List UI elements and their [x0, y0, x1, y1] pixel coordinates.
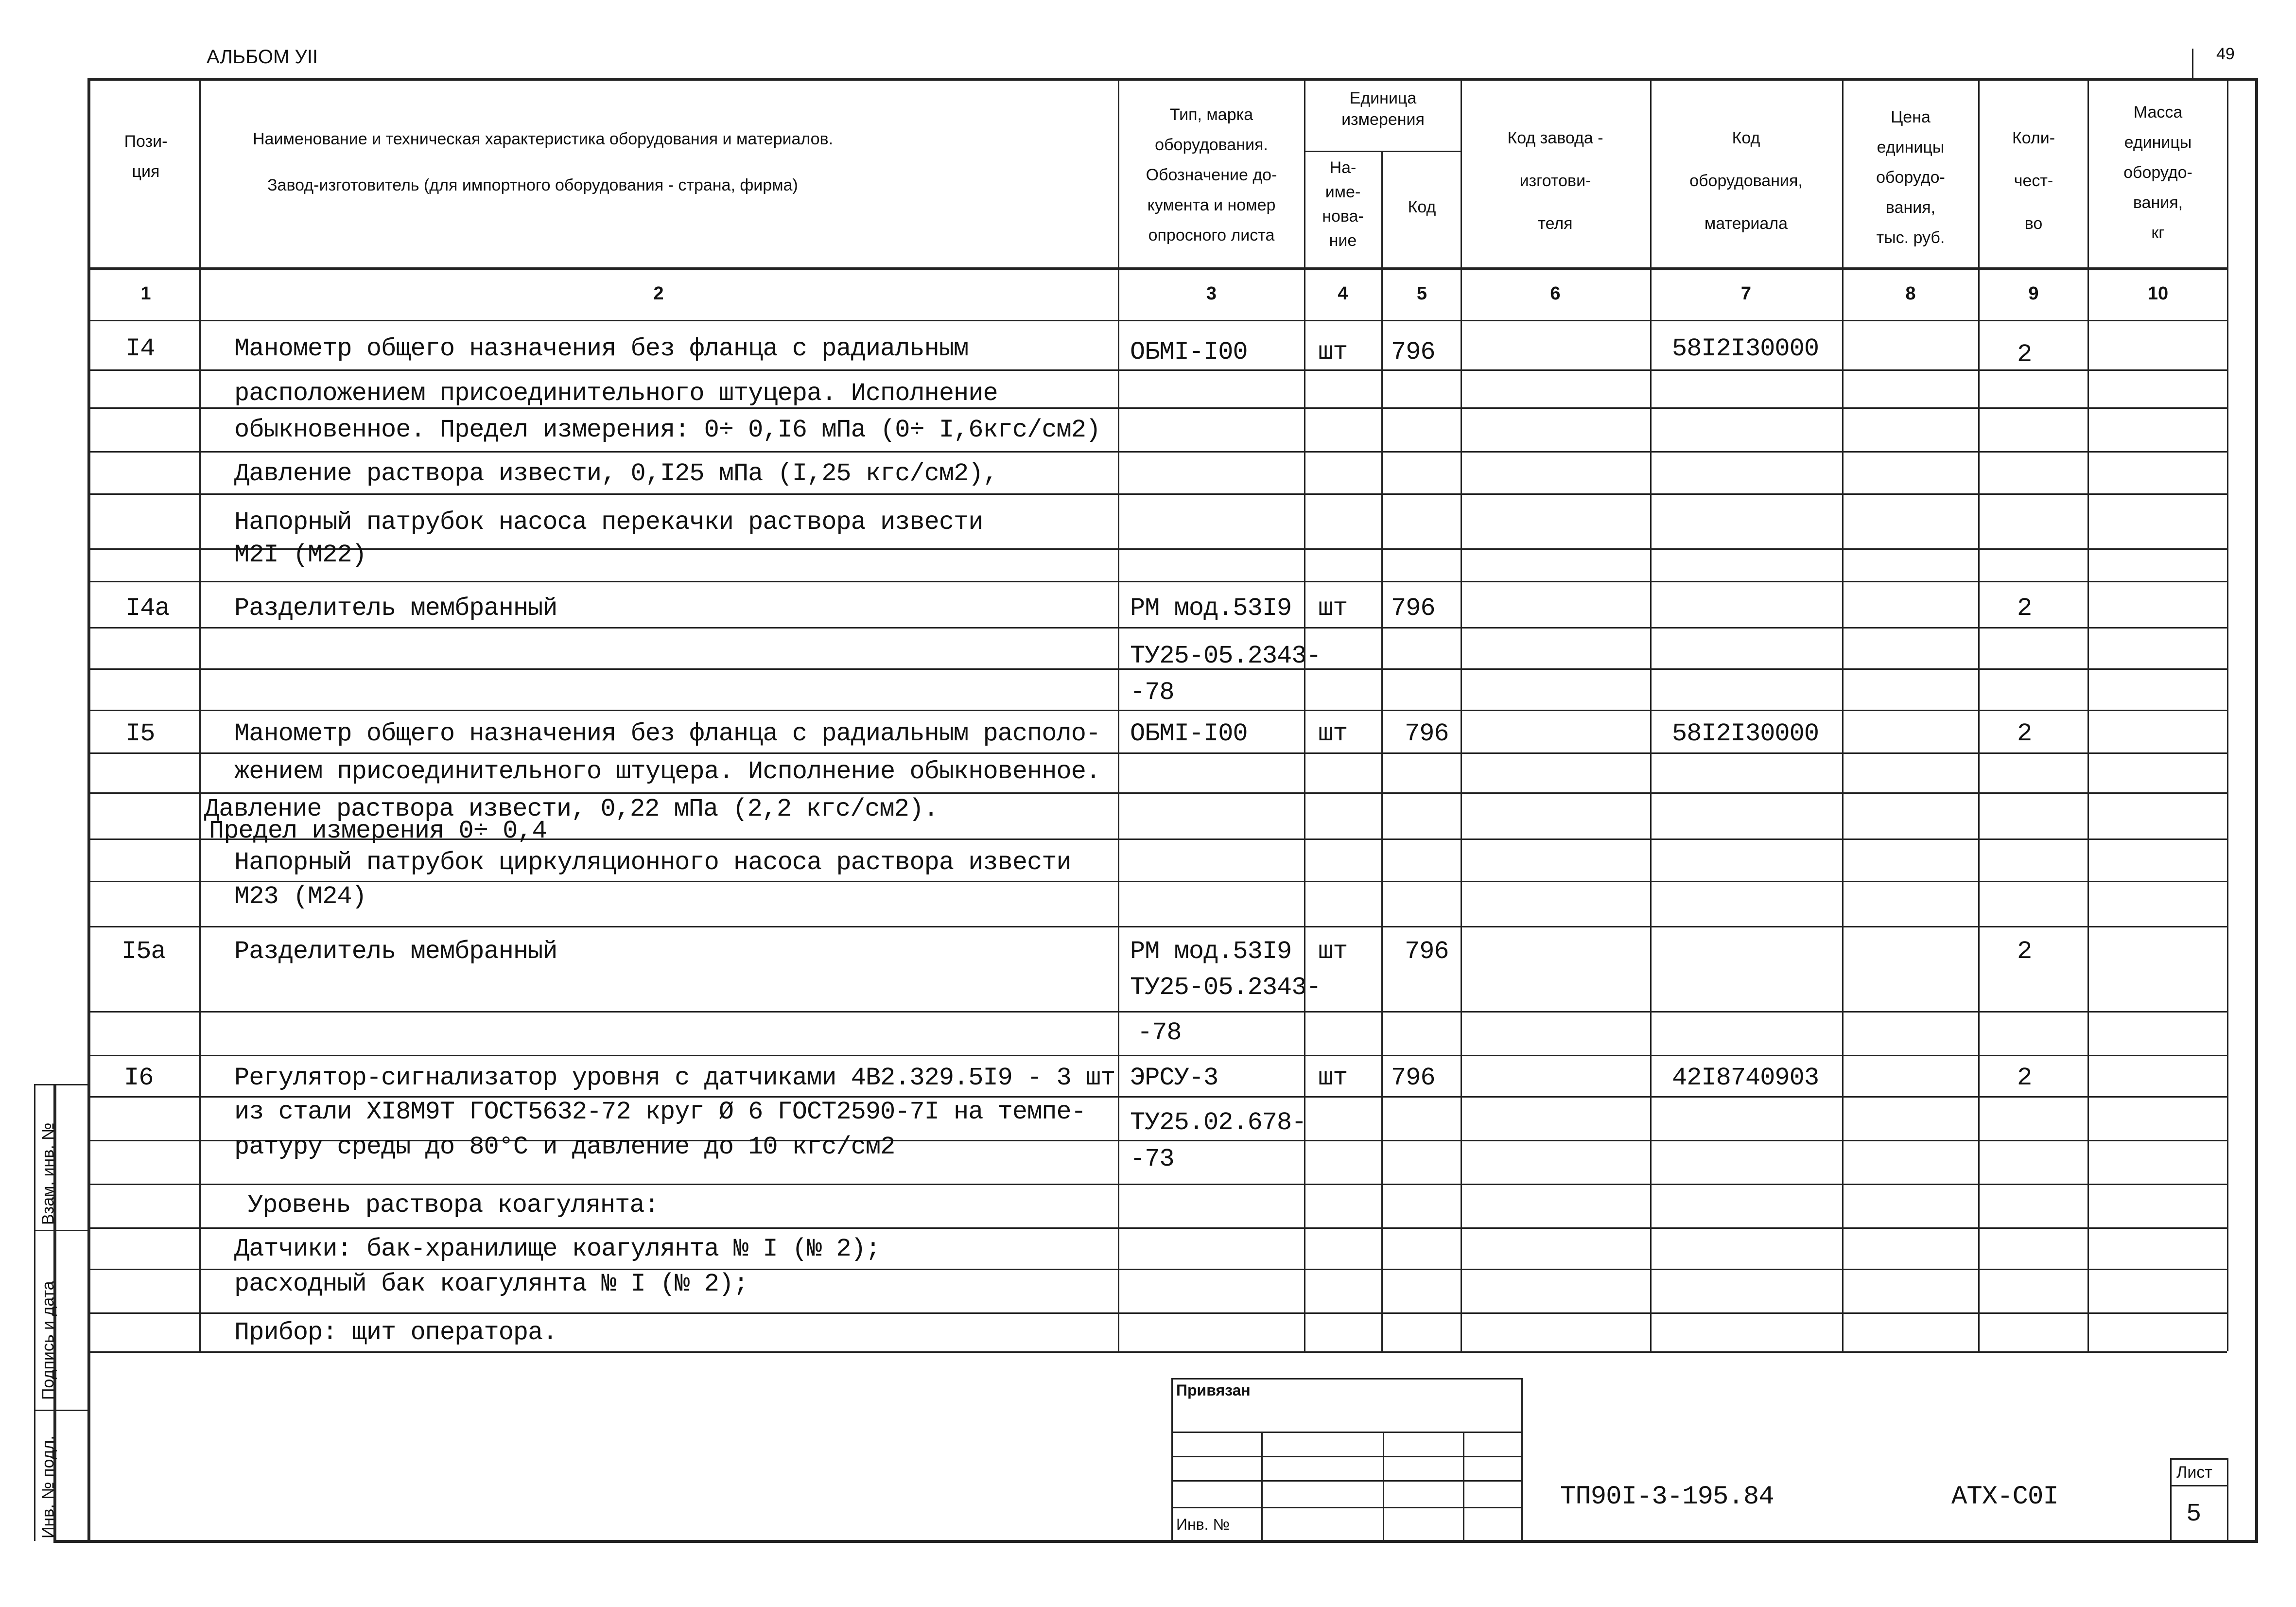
stamp-rule: [1261, 1432, 1263, 1540]
name-cell: Напорный патрубок циркуляционного насоса раствора извести: [234, 848, 1071, 877]
sheet-box-rule: [2227, 1458, 2228, 1541]
side-strip-inner: [34, 1084, 35, 1541]
row-rule: [87, 792, 2227, 794]
type-cell: ТУ25.02.678-: [1130, 1108, 1306, 1137]
col-number: 6: [1550, 283, 1561, 304]
name-cell: Регулятор-сигнализатор уровня с датчиками 4В2.329.5I9 - 3 шт: [234, 1064, 1115, 1092]
header-name-line2: Завод-изготовитель (для импортного оборудования - страна, фирма): [267, 176, 798, 194]
side-label-signature-date: Подпись и дата: [39, 1281, 57, 1400]
name-cell: Уровень раствора коагулянта:: [248, 1191, 659, 1220]
row-rule: [87, 369, 2227, 371]
header-type: Тип, марка оборудования. Обозначение до- кумента и номер опросного листа: [1146, 105, 1277, 245]
row-rule: [87, 881, 2227, 882]
quantity-cell: 2: [2017, 719, 2032, 748]
side-strip-rule: [34, 1084, 87, 1085]
row-rule: [87, 752, 2227, 754]
col-number: 3: [1206, 283, 1217, 304]
header-quantity: Коли- чест- во: [2012, 129, 2055, 233]
type-cell: -78: [1137, 1018, 1182, 1047]
quantity-cell: 2: [2017, 937, 2032, 966]
unit-cell: шт: [1318, 1064, 1348, 1092]
quantity-cell: 2: [2017, 594, 2032, 623]
album-title: АЛЬБОМ УII: [207, 46, 318, 68]
position-cell: I5а: [122, 937, 166, 966]
name-cell: Разделитель мембранный: [234, 594, 557, 623]
col-number: 1: [140, 283, 151, 304]
unit-cell: шт: [1318, 719, 1348, 748]
header-plant-code: Код завода - изготови- теля: [1507, 129, 1603, 233]
position-cell: I4а: [125, 594, 170, 623]
col-number: 4: [1338, 283, 1348, 304]
name-cell: М2I (М22): [234, 541, 366, 569]
row-rule: [87, 926, 2227, 927]
row-rule: [87, 710, 2227, 711]
name-cell: жением присоединительного штуцера. Исполнение обыкновенное.: [234, 757, 1101, 786]
row-rule: [87, 548, 2227, 550]
page-corner-number: 49: [2216, 45, 2235, 63]
unit-code-cell: 796: [1405, 719, 1449, 748]
equip-code-cell: 58I2I30000: [1672, 334, 1819, 363]
frame-right: [2255, 78, 2258, 1541]
header-price: Цена единицы оборудо- вания, тыс. руб.: [1876, 108, 1945, 247]
col-number: 10: [2147, 283, 2169, 304]
header-mass: Масса единицы оборудо- вания, кг: [2123, 103, 2192, 242]
side-strip-rule: [34, 1410, 87, 1411]
unit-cell: шт: [1318, 338, 1348, 367]
stamp-bound-label: Привязан: [1176, 1381, 1251, 1399]
name-cell: Манометр общего назначения без фланца с радиальным располо-: [234, 719, 1101, 748]
name-cell: Давление раствора извести, 0,I25 мПа (I,25 кгс/см2),: [234, 459, 998, 488]
inner-right-rule: [2227, 78, 2228, 1351]
side-strip-rule: [34, 1230, 87, 1231]
row-rule: [87, 1184, 2227, 1185]
stamp-rule: [1521, 1378, 1523, 1540]
equip-code-cell: 58I2I30000: [1672, 719, 1819, 748]
sheet-box-rule: [2170, 1458, 2172, 1541]
name-cell: Предел измерения 0÷ 0,4: [209, 817, 547, 845]
name-cell: из стали XI8М9Т ГОСТ5632-72 круг Ø 6 ГОСТ2590-7I на темпе-: [234, 1098, 1086, 1126]
col-number: 8: [1905, 283, 1916, 304]
header-bottom-rule: [87, 267, 2227, 270]
sheet-label: Лист: [2176, 1463, 2212, 1482]
sheet-box-rule: [2170, 1458, 2227, 1460]
name-cell: Манометр общего назначения без фланца с радиальным: [234, 334, 969, 363]
unit-code-cell: 796: [1405, 937, 1449, 966]
name-cell: Давление раствора извести, 0,22 мПа (2,2 кгс/см2).: [204, 795, 939, 823]
row-rule: [87, 1011, 2227, 1013]
name-cell: Напорный патрубок насоса перекачки раствора извести: [234, 508, 983, 537]
row-rule: [87, 451, 2227, 453]
row-rule: [87, 1227, 2227, 1229]
stamp-rule: [1171, 1378, 1521, 1380]
unit-group-rule: [1304, 151, 1461, 152]
quantity-cell: 2: [2017, 1064, 2032, 1092]
row-rule: [87, 493, 2227, 495]
row-rule: [87, 1055, 2227, 1056]
type-cell: ОБМI-I00: [1130, 719, 1248, 748]
header-unit-name: На- име- нова- ние: [1322, 158, 1364, 250]
row-rule: [87, 1312, 2227, 1314]
stamp-rule: [1171, 1378, 1173, 1540]
type-cell: РМ мод.53I9: [1130, 594, 1292, 623]
numbers-bottom-rule: [87, 320, 2227, 321]
name-cell: ратуру среды до 80°С и давление до 10 кгс/см2: [234, 1133, 895, 1161]
frame-top: [87, 78, 2255, 81]
col-divider-4: [1381, 151, 1383, 1351]
stamp-rule: [1171, 1432, 1521, 1433]
unit-cell: шт: [1318, 594, 1348, 623]
unit-code-cell: 796: [1391, 338, 1435, 367]
type-cell: ТУ25-05.2343-: [1130, 642, 1321, 670]
frame-left: [87, 78, 90, 1541]
type-cell: -78: [1130, 678, 1174, 707]
type-cell: ОБМI-I00: [1130, 338, 1248, 367]
doc-code: ТП90I-3-195.84: [1560, 1482, 1774, 1512]
stamp-inv-label: Инв. №: [1176, 1516, 1230, 1533]
unit-cell: шт: [1318, 937, 1348, 966]
quantity-cell: 2: [2017, 340, 2032, 369]
row-rule: [87, 627, 2227, 629]
type-cell: -73: [1130, 1145, 1174, 1173]
header-position: Пози- ция: [124, 132, 168, 181]
header-unit-code: Код: [1408, 198, 1436, 216]
stamp-rule: [1463, 1432, 1464, 1540]
sheet-number: 5: [2186, 1500, 2201, 1528]
name-cell: обыкновенное. Предел измерения: 0÷ 0,I6 мПа (0÷ I,6кгс/см2): [234, 416, 1101, 444]
side-label-replacement-inv: Взам. инв. №: [39, 1122, 57, 1225]
table-bottom-rule: [87, 1351, 2227, 1353]
unit-code-cell: 796: [1391, 594, 1435, 623]
type-cell: РМ мод.53I9: [1130, 937, 1292, 966]
name-cell: М23 (М24): [234, 882, 366, 911]
col-number: 7: [1740, 283, 1752, 304]
name-cell: расположением присоединительного штуцера. Исполнение: [234, 379, 998, 408]
header-unit-group: Единица измерения: [1341, 89, 1425, 129]
position-cell: I6: [124, 1064, 154, 1092]
equip-code-cell: 42I8740903: [1672, 1064, 1819, 1092]
frame-bottom: [53, 1540, 2258, 1543]
doc-mark: АТХ-С0I: [1951, 1482, 2058, 1512]
stamp-rule: [1383, 1432, 1384, 1540]
corner-tick: [2192, 49, 2193, 78]
name-cell: Разделитель мембранный: [234, 937, 557, 966]
type-cell: ЭРСУ-3: [1130, 1064, 1218, 1092]
stamp-rule: [1171, 1456, 1521, 1457]
header-name-line1: Наименование и техническая характеристика оборудования и материалов.: [253, 130, 834, 148]
position-cell: I4: [125, 334, 155, 363]
header-equip-code: Код оборудования, материала: [1689, 129, 1803, 233]
name-cell: Прибор: щит оператора.: [234, 1318, 557, 1347]
side-label-original-inv: Инв. № подл.: [39, 1435, 57, 1538]
position-cell: I5: [125, 719, 155, 748]
sheet-box-rule: [2170, 1485, 2227, 1486]
stamp-rule: [1171, 1480, 1521, 1482]
col-number: 5: [1416, 283, 1427, 304]
row-rule: [87, 581, 2227, 582]
name-cell: Датчики: бак-хранилище коагулянта № I (№ 2);: [234, 1235, 881, 1263]
name-cell: расходный бак коагулянта № I (№ 2);: [234, 1270, 748, 1298]
col-number: 9: [2028, 283, 2039, 304]
col-number: 2: [653, 283, 664, 304]
stamp-rule: [1171, 1507, 1521, 1508]
type-cell: ТУ25-05.2343-: [1130, 973, 1321, 1002]
unit-code-cell: 796: [1391, 1064, 1435, 1092]
